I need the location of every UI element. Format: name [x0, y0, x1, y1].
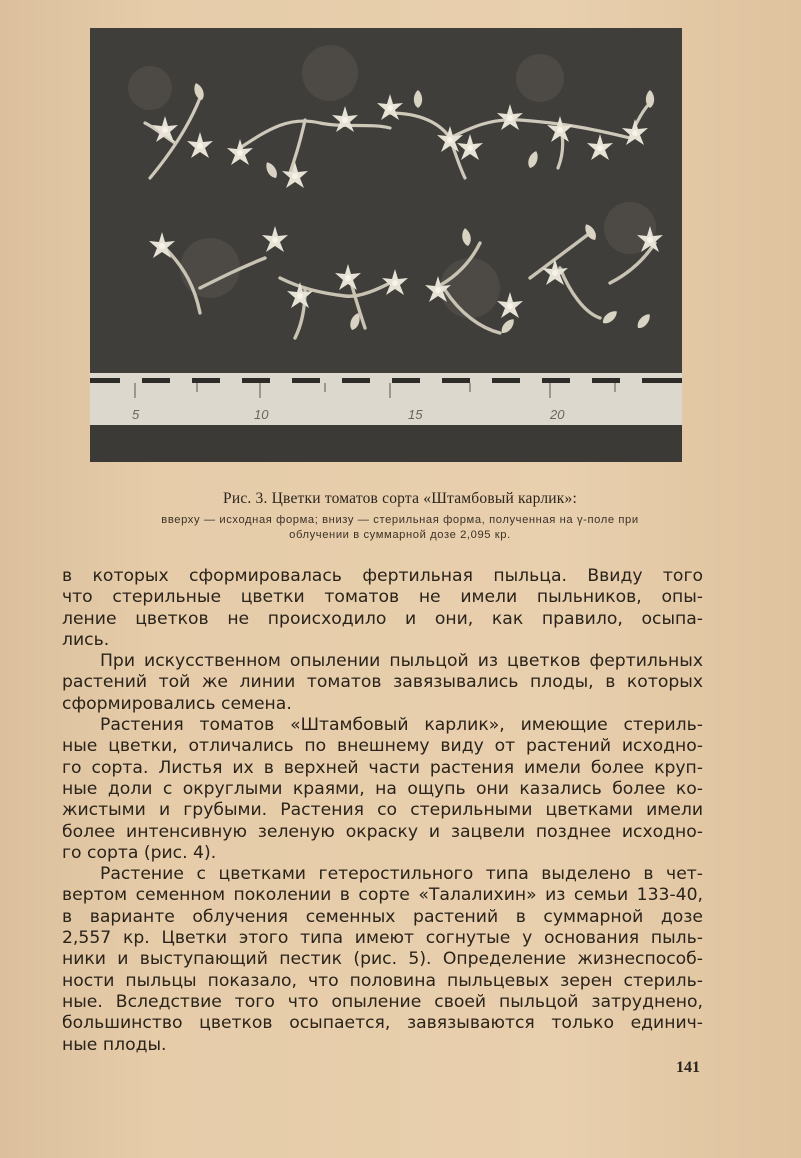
text-line: ники и выступающий пестик (рис. 5). Определение жизнеспособ-: [62, 949, 703, 970]
caption-subtitle-line: вверху — исходная форма; внизу — стерильная форма, полученная на γ-поле при: [161, 514, 639, 526]
text-line: ные. Вследствие того что опыление своей пыльцой затруднено,: [62, 991, 703, 1012]
text-line: лись.: [62, 629, 110, 650]
flower-photograph: [90, 28, 682, 462]
text-line: го сорта. Листья их в верхней части растения имели более круп-: [62, 757, 703, 778]
text-line: вертом семенном поколении в сорте «Талалихин» из семьи 133-40,: [62, 885, 703, 906]
text-line: сформировались семена.: [62, 693, 292, 714]
text-line: го сорта (рис. 4).: [62, 842, 217, 863]
ruler-label: 20: [550, 407, 565, 422]
ruler-label: 15: [408, 407, 423, 422]
text-line: Растение с цветками гетеростильного типа выделено в чет-: [100, 864, 703, 885]
text-line: ности пыльцы показало, что половина пыльцевых зерен стериль-: [62, 970, 703, 991]
text-line: в которых сформировалась фертильная пыльца. Ввиду того: [62, 566, 703, 586]
figure-caption-title: Рис. 3. Цветки томатов сорта «Штамбовый карлик»:: [223, 490, 577, 507]
text-line: 2,557 кр. Цветки этого типа имеют согнутые у основания пыль-: [62, 928, 703, 949]
text-line: большинство цветков осыпается, завязываются только единич-: [62, 1013, 703, 1034]
figure-caption-subtitle: [70, 513, 730, 543]
page-number: 141: [676, 1059, 700, 1076]
text-line: растений той же линии томатов завязывались плоды, в которых: [62, 672, 703, 693]
text-line: более интенсивную зеленую окраску и зацвели позднее исходно-: [62, 821, 703, 842]
text-line: в варианте облучения семенных растений в суммарной дозе: [62, 906, 703, 927]
text-line: Растения томатов «Штамбовый карлик», имеющие стериль-: [100, 715, 703, 736]
text-line: ные доли с округлыми краями, на ощупь они казались более ко-: [62, 778, 703, 799]
text-line: При искусственном опылении пыльцой из цветков фертильных: [100, 651, 703, 672]
ruler-label: 10: [254, 407, 269, 422]
text-line: что стерильные цветки томатов не имели пыльников, опы-: [62, 587, 703, 608]
text-line: ные цветки, отличались по внешнему виду от растений исходно-: [62, 736, 703, 757]
ruler-label: 5: [132, 407, 140, 422]
text-line: ные плоды.: [62, 1034, 167, 1055]
body-text: [62, 566, 703, 1056]
text-line: ление цветков не происходило и они, как правило, осыпа-: [62, 608, 703, 629]
caption-subtitle-line: облучении в суммарной дозе 2,095 кр.: [289, 529, 511, 541]
text-line: жистыми и грубыми. Растения со стерильными цветками имели: [62, 800, 703, 821]
